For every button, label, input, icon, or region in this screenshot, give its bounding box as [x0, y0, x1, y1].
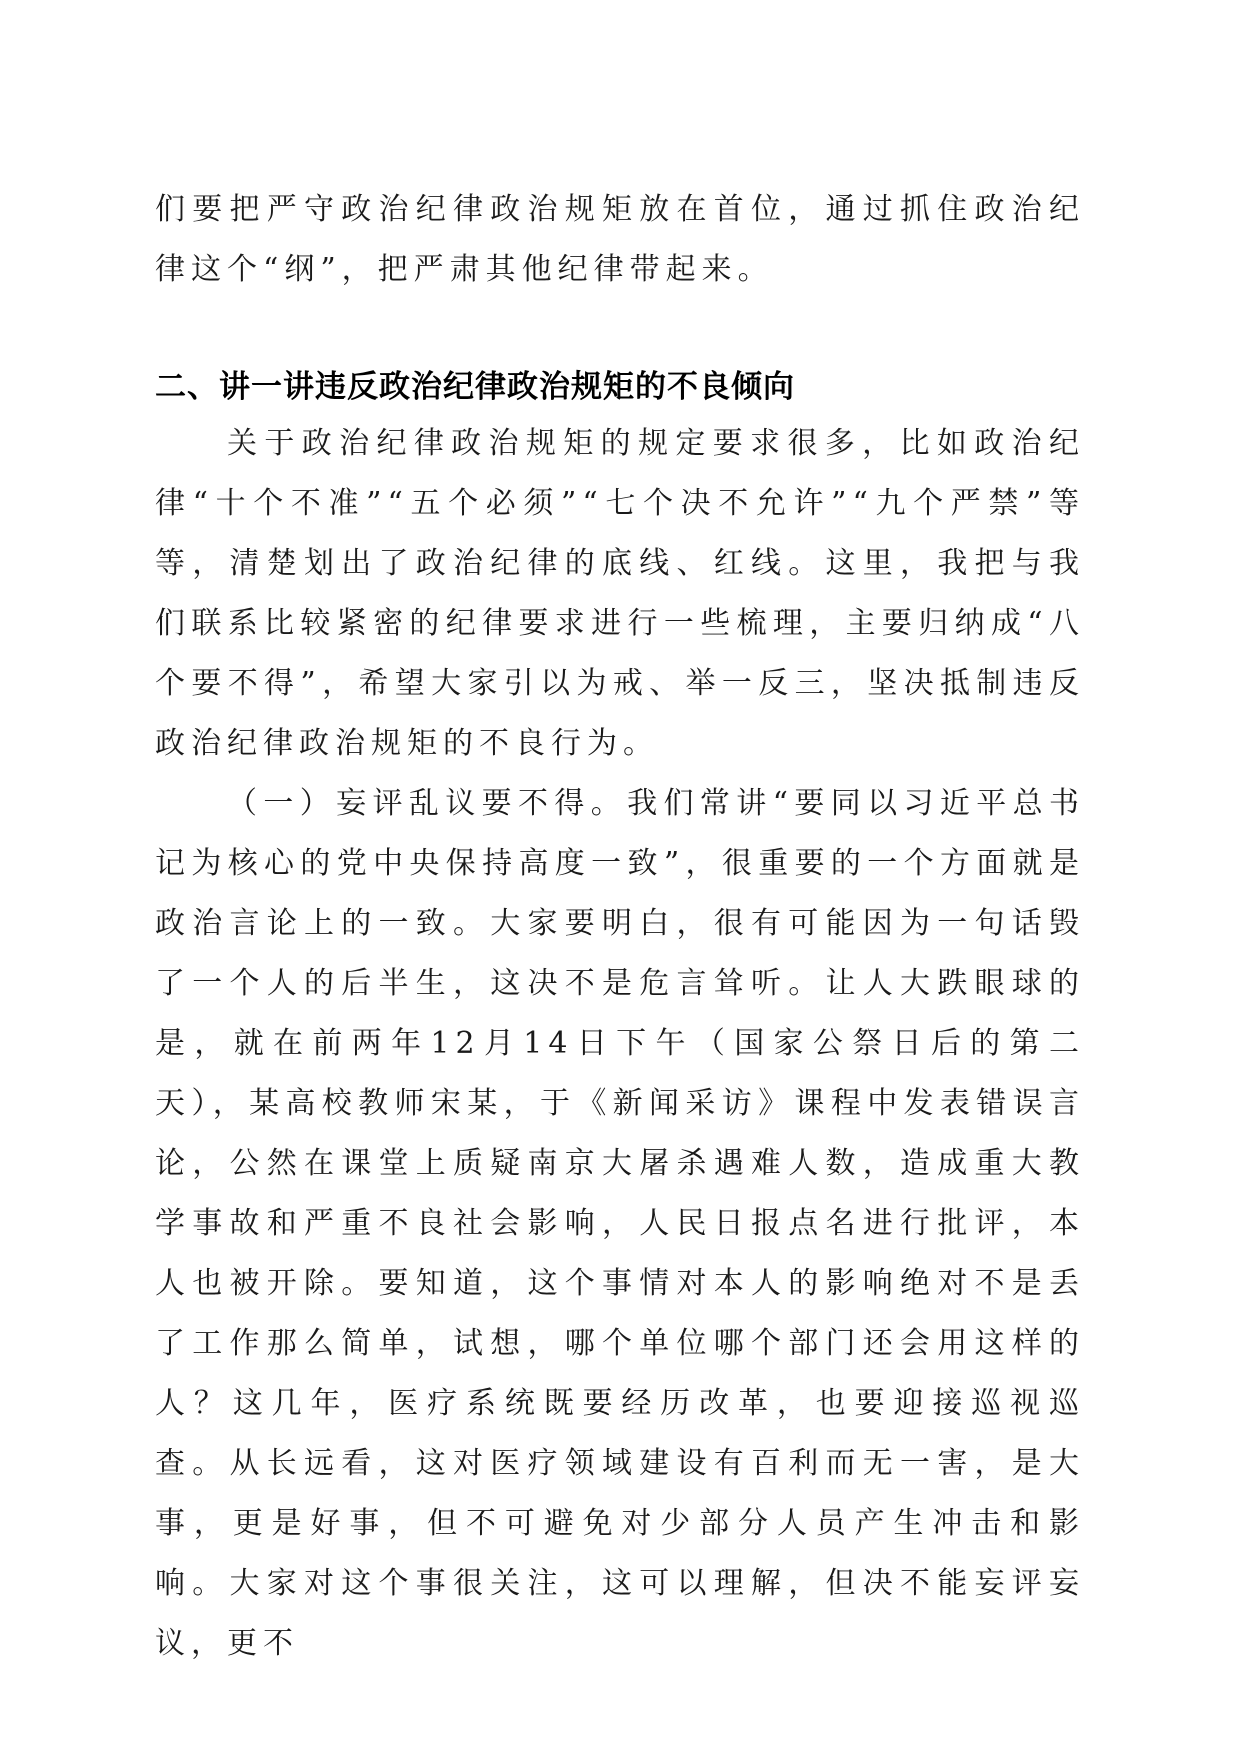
- paragraph-item-one: （一）妄评乱议要不得。我们常讲“要同以习近平总书记为核心的党中央保持高度一致”，很重要的一个方面就是政治言论上的一致。大家要明白，很有可能因为一句话毁了一个人的后半生，这决不是危言耸听。让人大跌眼球的是，就在前两年12月14日下午（国家公祭日后的第二天），某高校教师宋某，于《新闻采访》课程中发表错误言论，公然在课堂上质疑南京大屠杀遇难人数，造成重大教学事故和严重不良社会影响，人民日报点名进行批评，本人也被开除。要知道，这个事情对本人的影响绝对不是丢了工作那么简单，试想，哪个单位哪个部门还会用这样的人？这几年，医疗系统既要经历改革，也要迎接巡视巡查。从长远看，这对医疗领域建设有百利而无一害，是大事，更是好事，但不可避免对少部分人员产生冲击和影响。大家对这个事很关注，这可以理解，但决不能妄评妄议，更不: [155, 786, 1085, 1661]
- paragraph-requirements: 关于政治纪律政治规矩的规定要求很多，比如政治纪律“十个不准”“五个必须”“七个决不允许”“九个严禁”等等，清楚划出了政治纪律的底线、红线。这里，我把与我们联系比较紧密的纪律要求进行一些梳理，主要归纳成“八个要不得”，希望大家引以为戒、举一反三，坚决抵制违反政治纪律政治规矩的不良行为。: [155, 426, 1085, 761]
- section-heading: 二、讲一讲违反政治纪律政治规矩的不良倾向: [155, 369, 795, 405]
- section-body: [155, 414, 1085, 1674]
- continued-paragraph: [155, 180, 1085, 300]
- intro-paragraph-text: 们要把严守政治纪律政治规矩放在首位，通过抓住政治纪律这个“纲”，把严肃其他纪律带起来。: [155, 192, 1085, 287]
